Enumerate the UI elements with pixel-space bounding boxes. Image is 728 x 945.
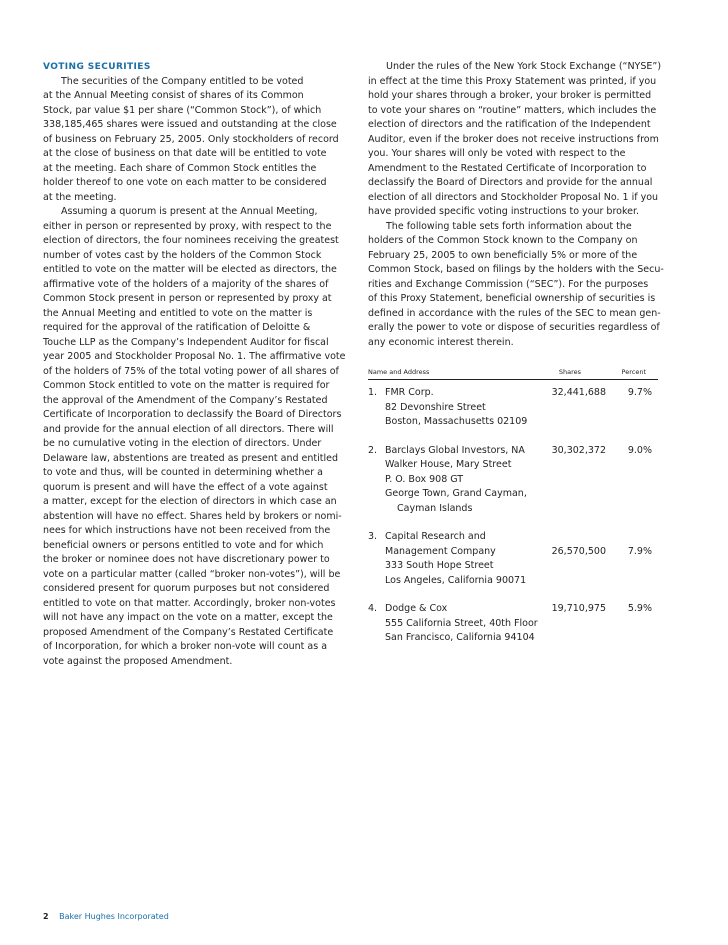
percent-value: 7.9%	[627, 545, 652, 557]
table-body	[368, 386, 658, 646]
header-name-address: Name and Address	[368, 368, 430, 376]
paragraph-line: required for the approval of the ratification of Deloitte &	[43, 322, 311, 333]
holder-name: Capital Research and	[385, 531, 486, 542]
right-column-body	[368, 60, 664, 350]
row-line	[368, 574, 658, 589]
shares-value: 32,441,688	[551, 387, 606, 398]
paragraph-line: a matter, except for the election of directors in which case an	[43, 496, 337, 507]
row-line	[368, 502, 658, 517]
page-footer	[43, 911, 169, 923]
row-number: 4.	[368, 603, 378, 614]
paragraph-line: of the holders of 75% of the total voting power of all shares of	[43, 365, 339, 377]
right-column	[368, 60, 664, 350]
percent-value: 5.9%	[627, 603, 652, 614]
row-line	[368, 545, 658, 560]
row-line	[368, 473, 658, 488]
row-line	[368, 444, 658, 459]
table-row	[368, 530, 658, 588]
paragraph-line: vote against the proposed Amendment.	[43, 655, 233, 667]
paragraph-line: defined in accordance with the rules of the SEC to mean gen-	[368, 307, 661, 319]
row-line	[368, 631, 658, 646]
paragraph-line: 338,185,465 shares were issued and outstanding at the close	[43, 119, 337, 130]
paragraph-line: Amendment to the Restated Certificate of Incorporation to	[368, 162, 647, 174]
paragraph-line: at the meeting. Each share of Common Stock entitles the	[43, 162, 317, 174]
page-number: 2	[43, 912, 49, 921]
paragraph-line: to vote your shares on “routine” matters, which includes the	[368, 104, 657, 116]
paragraph-line: Common Stock, based on filings by the holders with the Secu-	[368, 264, 664, 275]
paragraph-line: year 2005 and Stockholder Proposal No. 1. The affirmative vote	[43, 351, 346, 362]
percent-value: 9.0%	[627, 444, 652, 456]
paragraph-line: Certificate of Incorporation to declassify the Board of Directors	[43, 409, 342, 420]
holder-address-line: 82 Devonshire Street	[385, 401, 486, 413]
table-row	[368, 444, 658, 517]
paragraph-line: Touche LLP as the Company’s Independent Auditor for fiscal	[43, 336, 329, 348]
paragraph-line: at the Annual Meeting consist of shares of its Common	[43, 90, 304, 101]
row-line	[368, 415, 658, 430]
row-line	[368, 617, 658, 632]
percent-value: 9.7%	[627, 387, 652, 398]
holder-address-line: George Town, Grand Cayman,	[385, 488, 527, 499]
holder-address-line: 555 California Street, 40th Floor	[385, 617, 538, 629]
row-number: 2.	[368, 444, 378, 456]
paragraph-line: of this Proxy Statement, beneficial ownership of securities is	[368, 293, 656, 304]
paragraph-line: be no cumulative voting in the election of directors. Under	[43, 438, 322, 449]
paragraph-line: entitled to vote on that matter. Accordingly, broker non-votes	[43, 597, 336, 609]
paragraph-line: the Annual Meeting and entitled to vote on the matter is	[43, 307, 313, 319]
row-line	[368, 401, 658, 416]
table-row	[368, 386, 658, 430]
paragraph-line: in effect at the time this Proxy Statement was printed, if you	[368, 75, 657, 87]
paragraph-line: considered present for quorum purposes but not considered	[43, 583, 330, 594]
paragraph-line: rities and Exchange Commission (“SEC”). For the purposes	[368, 278, 649, 290]
paragraph-line: hold your shares through a broker, your broker is permitted	[368, 90, 652, 101]
table-row	[368, 602, 658, 646]
row-line	[368, 487, 658, 502]
paragraph-line: the broker or nominee does not have discretionary power to	[43, 554, 330, 565]
left-column-body	[43, 75, 346, 670]
paragraph-line: Delaware law, abstentions are treated as present and entitled	[43, 452, 338, 464]
paragraph-line: The securities of the Company entitled to be voted	[61, 75, 304, 87]
paragraph-line: quorum is present and will have the effect of a vote against	[43, 481, 328, 493]
holder-name: FMR Corp.	[385, 387, 434, 398]
paragraph-line: beneficial owners or persons entitled to vote and for which	[43, 539, 324, 551]
paragraph-line: vote on a particular matter (called “broker non-votes”), will be	[43, 568, 341, 580]
paragraph-line: February 25, 2005 to own beneficially 5% or more of the	[368, 249, 638, 261]
holder-address-line: Boston, Massachusetts 02109	[385, 416, 528, 427]
paragraph-line: have provided specific voting instructions to your broker.	[368, 206, 640, 217]
paragraph-line: any economic interest therein.	[368, 336, 514, 348]
beneficial-owners-table	[368, 365, 658, 646]
paragraph-line: abstention will have no effect. Shares held by brokers or nomi-	[43, 510, 342, 522]
paragraph-line: affirmative vote of the holders of a majority of the shares of	[43, 278, 329, 290]
paragraph-line: Stock, par value $1 per share (“Common Stock”), of which	[43, 104, 322, 116]
company-name: Baker Hughes Incorporated	[59, 912, 169, 921]
shares-value: 30,302,372	[551, 444, 606, 456]
header-percent: Percent	[621, 368, 646, 376]
row-line	[368, 559, 658, 574]
paragraph-line: Assuming a quorum is present at the Annual Meeting,	[61, 206, 318, 217]
paragraph-line: Under the rules of the New York Stock Exchange (“NYSE”)	[386, 61, 662, 72]
paragraph-line: of business on February 25, 2005. Only stockholders of record	[43, 133, 339, 145]
paragraph-line: of Incorporation, for which a broker non-vote will count as a	[43, 641, 328, 652]
row-line	[368, 530, 658, 545]
row-line	[368, 602, 658, 617]
paragraph-line: proposed Amendment of the Company’s Restated Certificate	[43, 626, 334, 638]
paragraph-line: at the meeting.	[43, 191, 117, 203]
paragraph-line: election of directors and the ratification of the Independent	[368, 119, 651, 130]
paragraph-line: the approval of the Amendment of the Company’s Restated	[43, 394, 328, 406]
paragraph-line: election of directors, the four nominees receiving the greatest	[43, 235, 339, 246]
left-column	[43, 60, 346, 669]
header-shares: Shares	[558, 368, 581, 376]
row-line	[368, 458, 658, 473]
shares-value: 19,710,975	[551, 603, 606, 614]
paragraph-line: at the close of business on that date will be entitled to vote	[43, 148, 327, 159]
paragraph-line: entitled to vote on the matter will be elected as directors, the	[43, 264, 337, 275]
paragraph-line: The following table sets forth information about the	[386, 220, 632, 232]
holder-address-line: 333 South Hope Street	[385, 560, 494, 571]
paragraph-line: Common Stock entitled to vote on the matter is required for	[43, 380, 330, 391]
holder-address-line: P. O. Box 908 GT	[385, 473, 464, 485]
paragraph-line: declassify the Board of Directors and provide for the annual	[368, 177, 653, 188]
paragraph-line: will not have any impact on the vote on a matter, except the	[43, 612, 333, 623]
paragraph-line: nees for which instructions have not been received from the	[43, 525, 331, 536]
paragraph-line: and provide for the annual election of all directors. There will	[43, 423, 334, 435]
holder-address-line: Management Company	[385, 545, 496, 557]
paragraph-line: election of all directors and Stockholder Proposal No. 1 if you	[368, 191, 659, 203]
row-line	[368, 386, 658, 401]
paragraph-line: number of votes cast by the holders of the Common Stock	[43, 249, 322, 261]
row-number: 1.	[368, 387, 378, 398]
holder-name: Dodge & Cox	[385, 603, 448, 614]
paragraph-line: either in person or represented by proxy, with respect to the	[43, 220, 332, 232]
paragraph-line: erally the power to vote or dispose of securities regardless of	[368, 322, 660, 333]
holder-address-line: Walker House, Mary Street	[385, 459, 512, 470]
paragraph-line: Auditor, even if the broker does not receive instructions from	[368, 133, 659, 145]
paragraph-line: holders of the Common Stock known to the Company on	[368, 235, 638, 246]
holder-name: Barclays Global Investors, NA	[385, 444, 525, 456]
paragraph-line: to vote and thus, will be counted in determining whether a	[43, 467, 323, 478]
holder-address-line: Los Angeles, California 90071	[385, 574, 527, 586]
table-header	[368, 365, 658, 380]
holder-address-line: Cayman Islands	[397, 502, 473, 514]
section-heading: VOTING SECURITIES	[43, 62, 151, 72]
shares-value: 26,570,500	[551, 545, 606, 557]
row-number: 3.	[368, 531, 378, 542]
holder-address-line: San Francisco, California 94104	[385, 632, 535, 643]
paragraph-line: Common Stock present in person or represented by proxy at	[43, 293, 332, 304]
paragraph-line: you. Your shares will only be voted with respect to the	[368, 148, 626, 159]
paragraph-line: holder thereof to one vote on each matter to be considered	[43, 177, 327, 188]
